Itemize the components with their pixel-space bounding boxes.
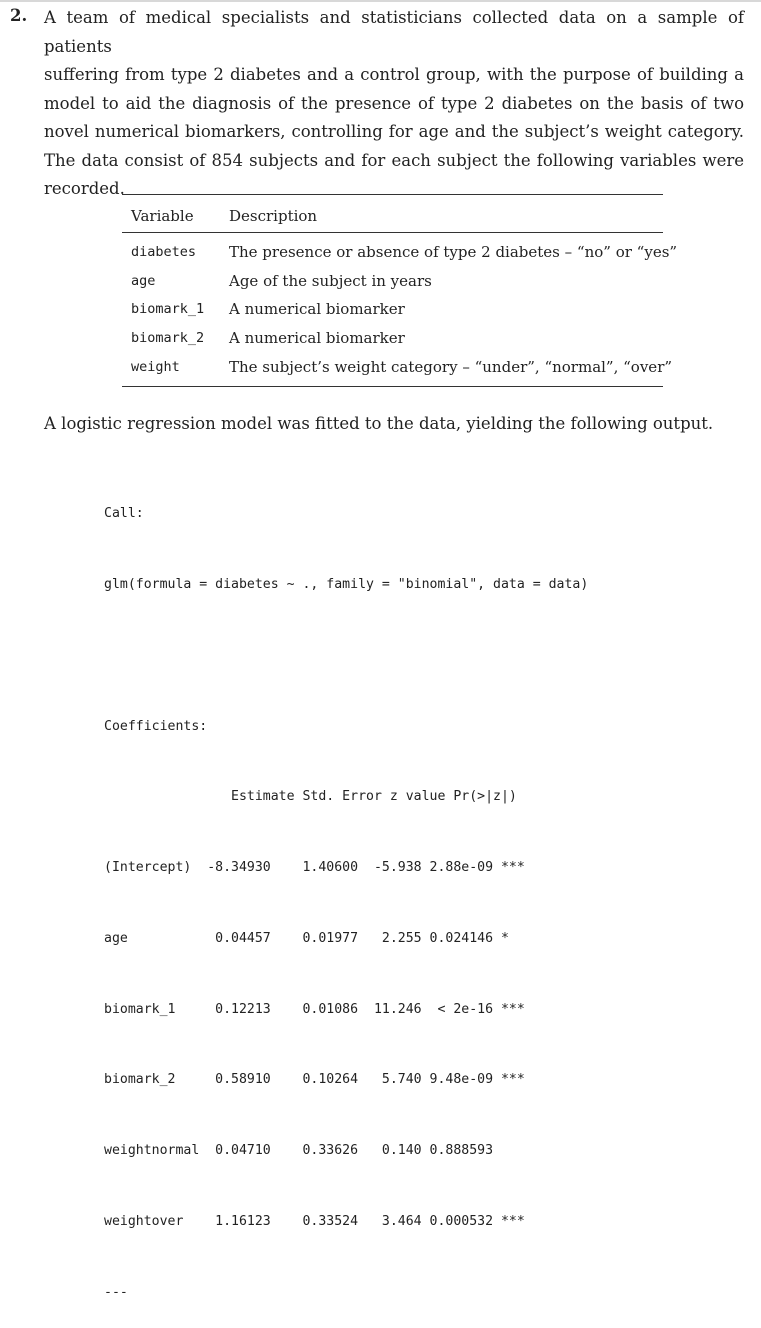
variable-description: A numerical biomarker <box>229 300 405 319</box>
variable-description: Age of the subject in years <box>229 271 432 290</box>
variable-name: weight <box>131 358 180 375</box>
r-output-line: (Intercept) -8.34930 1.40600 -5.938 2.88e-09 *** <box>104 860 525 876</box>
table-row <box>122 239 678 268</box>
r-output-line: weightnormal 0.04710 0.33626 0.140 0.888593 <box>104 1143 525 1159</box>
variable-name: biomark_1 <box>131 301 205 318</box>
r-output <box>104 455 588 1328</box>
paragraph-line: model to aid the diagnosis of the presence of type 2 diabetes on the basis of two <box>44 93 744 113</box>
paragraph-line: novel numerical biomarkers, controlling for age and the subject’s weight category. <box>44 122 744 141</box>
paragraph-line: suffering from type 2 diabetes and a control group, with the purpose of building a <box>44 65 744 84</box>
header-description: Description <box>229 207 318 225</box>
table-row <box>122 325 663 354</box>
r-output-line: --- <box>104 1284 128 1300</box>
table-row <box>122 268 663 297</box>
r-output-line: Call: <box>104 506 144 522</box>
r-output-line: glm(formula = diabetes ~ ., family = "binomial", data = data) <box>104 576 589 592</box>
r-output-line: age 0.04457 0.01977 2.255 0.024146 * <box>104 930 525 946</box>
r-output-line: weightover 1.16123 0.33524 3.464 0.000532 *** <box>104 1214 525 1229</box>
top-divider <box>0 0 761 2</box>
table-row <box>122 354 673 383</box>
header-variable: Variable <box>131 207 194 225</box>
variables-table <box>122 194 678 387</box>
table-header <box>122 195 663 233</box>
r-output-line: Coefficients: <box>104 718 208 734</box>
r-output-line: Estimate Std. Error z value Pr(>|z|) <box>104 789 549 805</box>
r-output-line <box>104 644 588 668</box>
r-output-line: biomark_2 0.58910 0.10264 5.740 9.48e-09 *** <box>104 1072 525 1088</box>
variable-name: age <box>131 272 156 289</box>
paragraph-line: recorded. <box>44 179 125 198</box>
variable-name: biomark_2 <box>131 330 205 347</box>
paragraph-line: The data consist of 854 subjects and for each subject the following variables were <box>44 150 744 170</box>
question-number: 2. <box>10 6 28 25</box>
variable-description: A numerical biomarker <box>229 329 405 348</box>
variable-description: The subject’s weight category – “under”, “normal”, “over” <box>229 357 673 376</box>
paragraph-line: A team of medical specialists and statisticians collected data on a sample of patients <box>44 8 744 56</box>
table-row <box>122 296 663 325</box>
variable-description: The presence or absence of type 2 diabetes – “no” or “yes” <box>229 243 678 261</box>
model-intro: A logistic regression model was fitted to the data, yielding the following output. <box>44 414 714 433</box>
r-output-line: biomark_1 0.12213 0.01086 11.246 < 2e-16 *** <box>104 1001 525 1017</box>
question-paragraph <box>44 4 744 204</box>
variable-name: diabetes <box>131 244 197 260</box>
